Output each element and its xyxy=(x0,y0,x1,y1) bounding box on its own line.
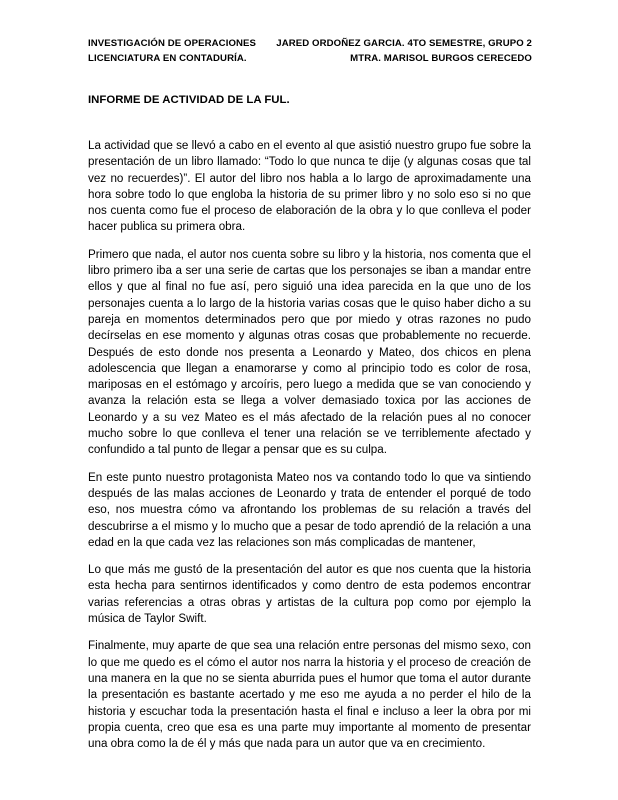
paragraph-5: Finalmente, muy aparte de que sea una relación entre personas del mismo sexo, con lo que me quedo es el cómo el autor nos narra la historia y el proceso de creación de una manera en la que no se sienta aburrida pues el humor que toma el autor durante la presentación es bastante acertado y me eso me ayuda a no perder el hilo de la historia y escuchar toda la presentación hasta el final e incluso a leer la obra por mi propia cuenta, creo que esa es una parte muy importante al momento de presentar una obra como la de él y más que nada para un autor que va en crecimiento. xyxy=(88,639,531,751)
paragraph-3: En este punto nuestro protagonista Mateo nos va contando todo lo que va sintiendo después de las malas acciones de Leonardo y trata de entender el porqué de todo eso, nos muestra cómo va afrontando los problemas de su relación a través del descubrirse a el mismo y lo mucho que a pesar de todo aprendió de la relación a una edad en la que cada vez las relaciones son más complicadas de mantener, xyxy=(88,470,531,549)
header-left xyxy=(88,36,256,66)
header-program: LICENCIATURA EN CONTADURÍA. xyxy=(88,53,247,64)
header-student: JARED ORDOÑEZ GARCIA. 4TO SEMESTRE, GRUPO 2 xyxy=(276,38,532,49)
report-body xyxy=(88,138,531,763)
paragraph-4: Lo que más me gustó de la presentación del autor es que nos cuenta que la historia esta hecha para sentirnos identificados y como dentro de esta podemos encontrar varias referencias a otras obras y artistas de la cultura pop como por ejemplo la música de Taylor Swift. xyxy=(88,563,531,626)
header-right xyxy=(276,36,532,66)
report-title: INFORME DE ACTIVIDAD DE LA FUL. xyxy=(88,94,290,106)
header-teacher: MTRA. MARISOL BURGOS CERECEDO xyxy=(350,53,532,64)
paragraph-1: La actividad que se llevó a cabo en el evento al que asistió nuestro grupo fue sobre la presentación de un libro llamado: “Todo lo que nunca te dije (y algunas cosas que tal vez no recuerdes)”. El autor del libro nos habla a lo largo de aproximadamente una hora sobre todo lo que engloba la historia de su primer libro y no solo eso si no que nos cuenta como fue el proceso de elaboración de la obra y lo que conlleva el poder hacer publica su primera obra. xyxy=(88,139,531,234)
header-subject: INVESTIGACIÓN DE OPERACIONES xyxy=(88,38,257,49)
paragraph-2: Primero que nada, el autor nos cuenta sobre su libro y la historia, nos comenta que el libro primero iba a ser una serie de cartas que los personajes se iban a mandar entre ellos y que al final no fue así, pero siguió una idea parecida en la que uno de los personajes cuenta a lo largo de la historia varias cosas que le quiso haber dicho a su pareja en momentos determinados pero que por miedo y otras razones no pudo decírselas en ese momento y algunas otras cosas que probablemente no recuerde. Después de esto donde nos presenta a Leonardo y Mateo, dos chicos en plena adolescencia que llegan a enamorarse y como al principio todo es color de rosa, mariposas en el estómago y arcoíris, pero luego a medida que se van conociendo y avanza la relación esta se llega a volver demasiado toxica por las acciones de Leonardo y a su vez Mateo es el más afectado de la relación pues al no conocer mucho sobre lo que conlleva el tener una relación se ve terriblemente afectado y confundido a tal punto de llegar a pensar que es su culpa. xyxy=(88,247,531,457)
